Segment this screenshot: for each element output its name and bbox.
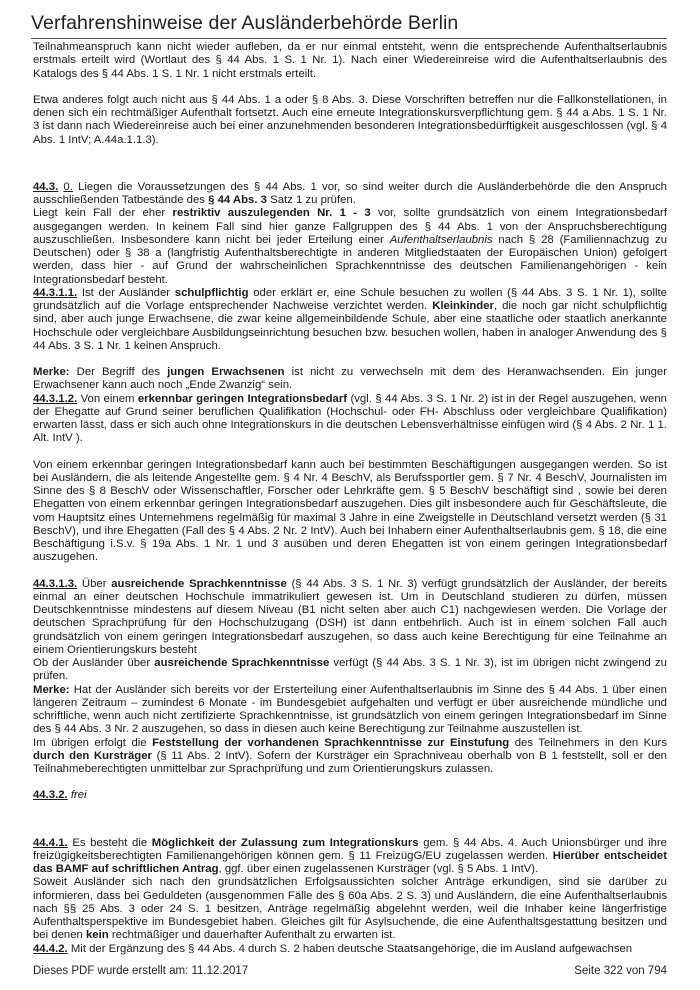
paragraph: Im übrigen erfolgt die Feststellung der vorhandenen Sprachkenntnisse zur Einstufung des Teilnehmers in den Kurs durch den Kursträger (§ 11 Abs. 2 IntV). Sofern der Kursträger ein Sprachniveau oberhalb von B 1 feststellt, soll er den Teilnahmeberechtigten unmittelbar zur Sprachprüfung und zum Orientierungskurs zulassen. (33, 736, 668, 775)
paragraph: Liegt kein Fall der eher restriktiv auszulegenden Nr. 1 - 3 vor, sollte grundsätzlich von einem Integrationsbedarf ausgegangen werden. In keinem Fall sind hier ganze Fallgruppen des § 44 Abs. 1 von der Anspruchsberechtigung auszuschließen. Insbesondere kann nicht bei jeder Erteilung einer Aufenthaltserlaubnis nach § 28 (Familiennachzug zu Deutschen) oder § 38 a (langfristig Aufenthaltsberechtigte in anderen Mitgliedstaaten der Europäischen Union) gefolgert werden, dass hier - auf Grund der wahrscheinlichen Sprachkenntnisse des deutschen Familienangehörigen - kein Integrationsbedarf besteht. (33, 207, 667, 286)
section-44-3-1-3: 44.3.1.3. Über ausreichende Sprachkenntnisse (§ 44 Abs. 3 S. 1 Nr. 3) verfügt grundsätzlich der Ausländer, der bereits einmal an einer deutschen Hochschule immatrikuliert gewesen ist. Um in Deutschland studieren zu dürfen, müssen Deutschkenntnisse mindestens auf diesem Niveau (B1 nicht selten aber auch C1) nachgewiesen werden. Die Vorlage der deutschen Sprachprüfung für den Hochschulzugang (DSH) ist dann entbehrlich. Auch ist in einem solchen Fall auch grundsätzlich von einem geringen Integrationsbedarf auszugehen, so dass auch keine Berechtigung für eine Teilnahme an einem Orientierungskurs besteht (33, 577, 667, 656)
section-number: 44.4.2. (33, 942, 68, 955)
paragraph: Teilnahmeanspruch kann nicht wieder aufleben, da er nur einmal entsteht, wenn die entsprechende Aufenthaltserlaubnis erstmals erteilt wird (Wortlaut des § 44 Abs. 1 S. 1 Nr. 1). Nach einer Wiedereinreise wird die Aufenthaltserlaubnis des Katalogs des § 44 Abs. 1 S. 1 Nr. 1 nicht erstmals erteilt. (33, 41, 667, 80)
section-44-3-1-1: 44.3.1.1. Ist der Ausländer schulpflichtig oder erklärt er, eine Schule besuchen zu wollen (§ 44 Abs. 3 S. 1 Nr. 1), sollte grundsätzlich auf die Vorlage entsprechender Nachweise verzichtet werden. Kleinkinder, die noch gar nicht schulpflichtig sind, aber auch junge Erwachsene, die zwar keine allgemeinbildende Schule, aber eine staatliche oder staatlich anerkannte Hochschule oder vergleichbare Ausbildungseinrichtung besuchen bzw. besuchen wollen, haben in analoger Anwendung des § 44 Abs. 3 S. 1 Nr. 1 keinen Anspruch. (33, 286, 667, 352)
paragraph: Ob der Ausländer über ausreichende Sprachkenntnisse verfügt (§ 44 Abs. 3 S. 1 Nr. 3), ist im übrigen nicht zwingend zu prüfen. (33, 657, 667, 683)
section-44-3-2: 44.3.2. frei (33, 789, 87, 802)
header-divider (31, 38, 667, 39)
paragraph: Etwa anderes folgt auch nicht aus § 44 Abs. 1 a oder § 8 Abs. 3. Diese Vorschriften betreffen nur die Fallkonstellationen, in denen sich ein rechtmäßiger Aufenthalt fortsetzt. Auch eine erneute Integrationskursverpflichtung gem. § 44 a Abs. 1 S. 1 Nr. 3 ist dann nach Wiedereinreise auch bei einer anzunehmenden besonderen Integrationsbedürftigkeit ausgeschlossen (vgl. § 4 Abs. 1 IntV; A.44a.1.1.3). (33, 93, 667, 146)
merke-note: Merke: Hat der Ausländer sich bereits vor der Ersterteilung einer Aufenthaltserlaubnis im Sinne des § 44 Abs. 1 über einen längeren Zeitraum – zumindest 6 Monate - im Bundesgebiet aufgehalten und verfügt er über ausreichende mündliche und schriftliche, wenn auch nicht zertifizierte Sprachkenntnisse, ist grundsätzlich von einem geringen Integrationsbedarf im Sinne des § 44 Abs. 3 Nr. 2 auszugehen, so dass in diesen auch keine Berechtigung zur Teilnahme auszustellen ist. (33, 683, 667, 736)
merke-note: Merke: Der Begriff des jungen Erwachsenen ist nicht zu verwechseln mit dem des Heranwachsenden. Ein junger Erwachsener kann auch noch „Ende Zwanzig“ sein. (33, 366, 667, 392)
page-title: Verfahrenshinweise der Ausländerbehörde Berlin (31, 12, 459, 34)
section-subnumber: 0. (63, 180, 73, 193)
section-number: 44.3.1.1. (33, 286, 78, 299)
section-44-3: 44.3. 0. Liegen die Voraussetzungen des § 44 Abs. 1 vor, so sind weiter durch die Ausländerbehörde die den Anspruch ausschließenden Tatbestände des § 44 Abs. 3 Satz 1 zu prüfen. (33, 180, 667, 206)
section-number: 44.3.1.3. (33, 577, 78, 590)
section-44-4-2: 44.4.2. Mit der Ergänzung des § 44 Abs. 4 durch S. 2 haben deutsche Staatsangehörige, die im Ausland aufgewachsen (33, 942, 633, 955)
document-body (33, 41, 667, 956)
section-44-3-1-2: 44.3.1.2. Von einem erkennbar geringen Integrationsbedarf (vgl. § 44 Abs. 3 S. 1 Nr. 2) ist in der Regel auszugehen, wenn der Ehegatte auf Grund seiner beruflichen Qualifikation (Hochschul- oder FH- Abschluss oder vergleichbare Qualifikation) erwarten lässt, dass er sich auch ohne Integrationskurs in die deutschen Lebensverhältnisse einfügen wird (§ 4 Abs. 2 Nr. 1 1. Alt. IntV ). (33, 392, 667, 445)
section-number: 44.3. (33, 180, 59, 193)
page-number: Seite 322 von 794 (574, 965, 667, 977)
section-44-4-1: 44.4.1. Es besteht die Möglichkeit der Zulassung zum Integrationskurs gem. § 44 Abs. 4. Auch Unionsbürger und ihre freizügigkeitsberechtigten Familienangehörigen können gem. § 11 FreizügG/EU zugelassen werden. Hierüber entscheidet das BAMF auf schriftlichen Antrag, ggf. über einen zugelassenen Kursträger (vgl. § 5 Abs. 1 IntV). (33, 836, 667, 875)
section-number: 44.4.1. (33, 836, 68, 849)
paragraph: Von einem erkennbar geringen Integrationsbedarf kann auch bei bestimmten Beschäftigungen ausgegangen werden. So ist bei Ausländern, die als leitende Angestellte gem. § 4 Nr. 4 BeschV, als Berufssportler gem. § 7 Nr. 4 BeschV, Journalisten im Sinne des § 8 BeschV oder Wissenschaftler, Forscher oder Lehrkräfte gem. § 5 BeschV beschäftigt sind , sowie bei deren Ehegatten von einem erkennbar geringen Integrationsbedarf auszugehen. Dies gilt insbesondere auch für Geschäftsleute, die vom Hauptsitz eines Unternehmens regelmäßig für maximal 3 Jahre in eine Zweigstelle in Deutschland versetzt werden (§ 31 BeschV), und ihre Ehegatten (Fall des § 4 Abs. 2 Nr. 2 IntV). Auch bei Inhabern einer Aufenthaltserlaubnis gem. § 18, die eine Beschäftigung i.S.v. § 19a Abs. 1 Nr. 1 und 3 ausüben und deren Ehegatten ist von einem geringen Integrationsbedarf auszugehen. (33, 458, 667, 564)
page-footer (33, 965, 667, 977)
section-number: 44.3.2. (33, 789, 68, 802)
creation-date: Dieses PDF wurde erstellt am: 11.12.2017 (33, 965, 249, 977)
page-header (31, 10, 671, 39)
paragraph: Soweit Ausländer sich nach den grundsätzlichen Erfolgsaussichten solcher Anträge erkundigen, sind sie darüber zu informieren, dass bei Geduldeten (ausgenommen Fälle des § 60a Abs. 2 S. 3) und Ausländern, die eine Aufenthaltserlaubnis nach §§ 25 Abs. 3 oder 24 S. 1 besitzen, Anträge regelmäßig abgelehnt werden, weil die Inhaber keine längerfristige Aufenthaltsperspektive im Bundesgebiet haben. Gleiches gilt für Asylsuchende, die eine Aufenthaltsgestattung besitzen und bei denen kein rechtmäßiger und dauerhafter Aufenthalt zu erwarten ist. (33, 876, 667, 942)
section-number: 44.3.1.2. (33, 392, 78, 405)
